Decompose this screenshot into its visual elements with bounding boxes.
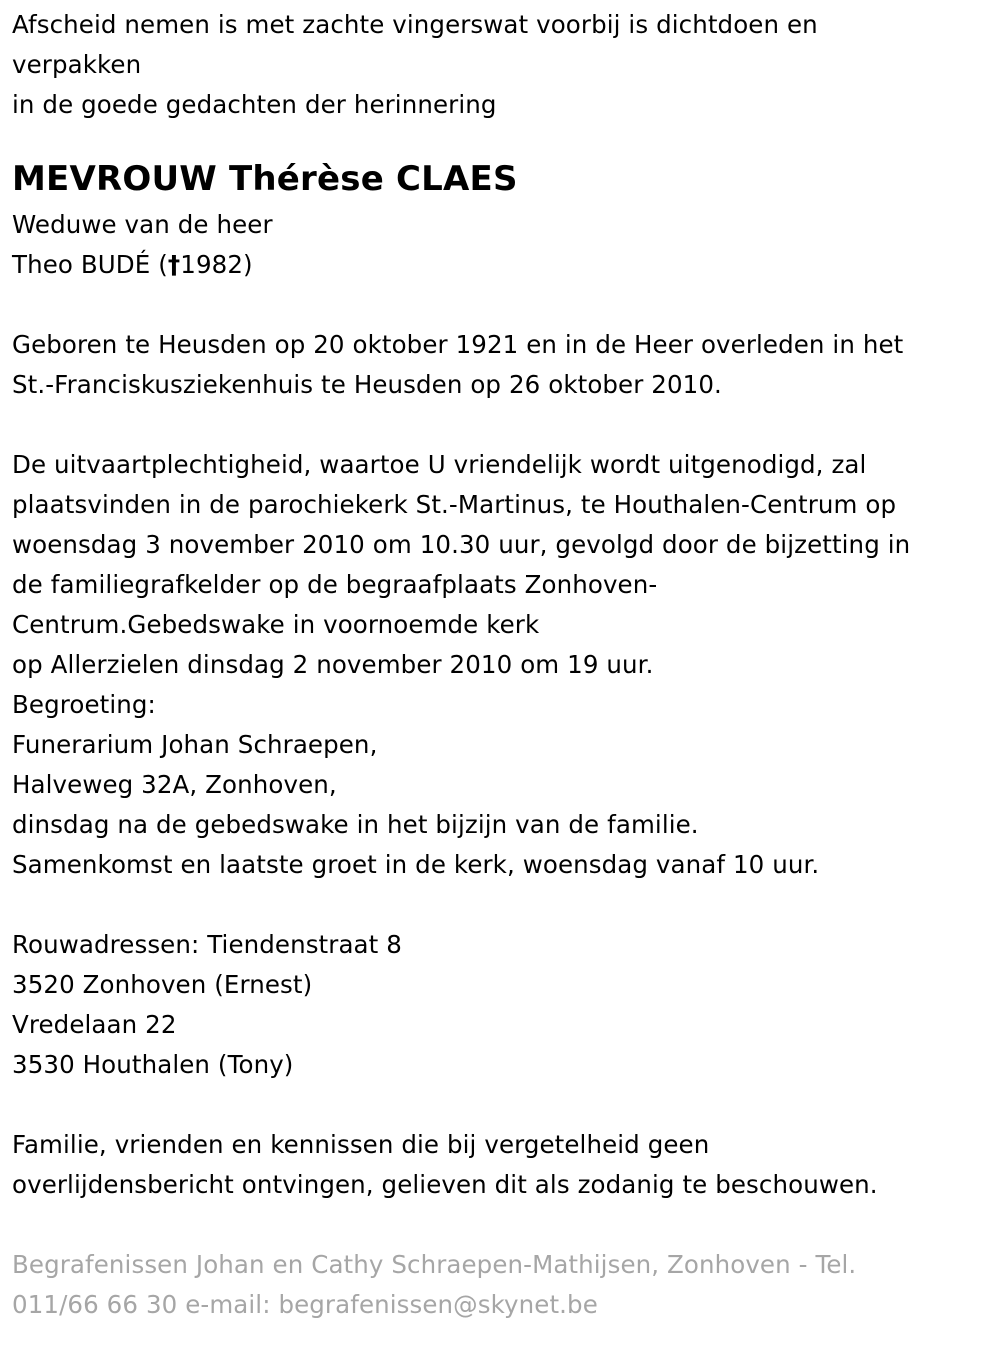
ceremony-line-6: op Allerzielen dinsdag 2 november 2010 om 19 uur. <box>12 650 654 679</box>
intro-line-1: Afscheid nemen is met zachte vingerswat voorbij is dichtdoen en <box>12 10 818 39</box>
address-line-3: Vredelaan 22 <box>12 1010 177 1039</box>
address-line-2: 3520 Zonhoven (Ernest) <box>12 970 313 999</box>
relation-text: Weduwe van de heer <box>12 210 273 239</box>
notice-line-1: Familie, vrienden en kennissen die bij vergetelheid geen <box>12 1130 710 1159</box>
ceremony-line-8: Funerarium Johan Schraepen, <box>12 730 378 759</box>
ceremony-line-3: woensdag 3 november 2010 om 10.30 uur, gevolgd door de bijzetting in <box>12 530 911 559</box>
ceremony-line-10: dinsdag na de gebedswake in het bijzijn van de familie. <box>12 810 699 839</box>
spouse-name: Theo BUDÉ ( <box>12 250 168 279</box>
deceased-name: MEVROUW Thérèse CLAES <box>12 159 518 199</box>
spouse-line <box>12 245 988 285</box>
addresses-block <box>12 925 988 1085</box>
notice-line-2: overlijdensbericht ontvingen, gelieven dit als zodanig te beschouwen. <box>12 1170 878 1199</box>
intro-line-3: in de goede gedachten der herinnering <box>12 90 497 119</box>
birth-death-line-1: Geboren te Heusden op 20 oktober 1921 en in de Heer overleden in het <box>12 330 904 359</box>
ceremony-line-11: Samenkomst en laatste groet in de kerk, woensdag vanaf 10 uur. <box>12 850 820 879</box>
cross-icon: † <box>167 250 181 279</box>
funeral-home-footer <box>12 1245 988 1325</box>
ceremony-line-7: Begroeting: <box>12 690 156 719</box>
deceased-block <box>12 153 988 285</box>
birth-death-line-2: St.-Franciskusziekenhuis te Heusden op 26 oktober 2010. <box>12 370 722 399</box>
intro-line-2: verpakken <box>12 50 142 79</box>
footer-line-2: 011/66 66 30 e-mail: begrafenissen@skynet.be <box>12 1290 598 1319</box>
address-line-1: Rouwadressen: Tiendenstraat 8 <box>12 930 402 959</box>
ceremony-paragraph <box>12 445 988 885</box>
ceremony-line-1: De uitvaartplechtigheid, waartoe U vriendelijk wordt uitgenodigd, zal <box>12 450 867 479</box>
notice-paragraph <box>12 1125 988 1205</box>
intro-verse <box>12 5 988 125</box>
ceremony-line-9: Halveweg 32A, Zonhoven, <box>12 770 337 799</box>
birth-death-paragraph <box>12 325 988 405</box>
address-line-4: 3530 Houthalen (Tony) <box>12 1050 294 1079</box>
footer-line-1: Begrafenissen Johan en Cathy Schraepen-Mathijsen, Zonhoven - Tel. <box>12 1250 857 1279</box>
spouse-death-year: 1982) <box>180 250 253 279</box>
ceremony-line-5: Centrum.Gebedswake in voornoemde kerk <box>12 610 540 639</box>
ceremony-line-4: de familiegrafkelder op de begraafplaats Zonhoven- <box>12 570 658 599</box>
ceremony-line-2: plaatsvinden in de parochiekerk St.-Martinus, te Houthalen-Centrum op <box>12 490 897 519</box>
